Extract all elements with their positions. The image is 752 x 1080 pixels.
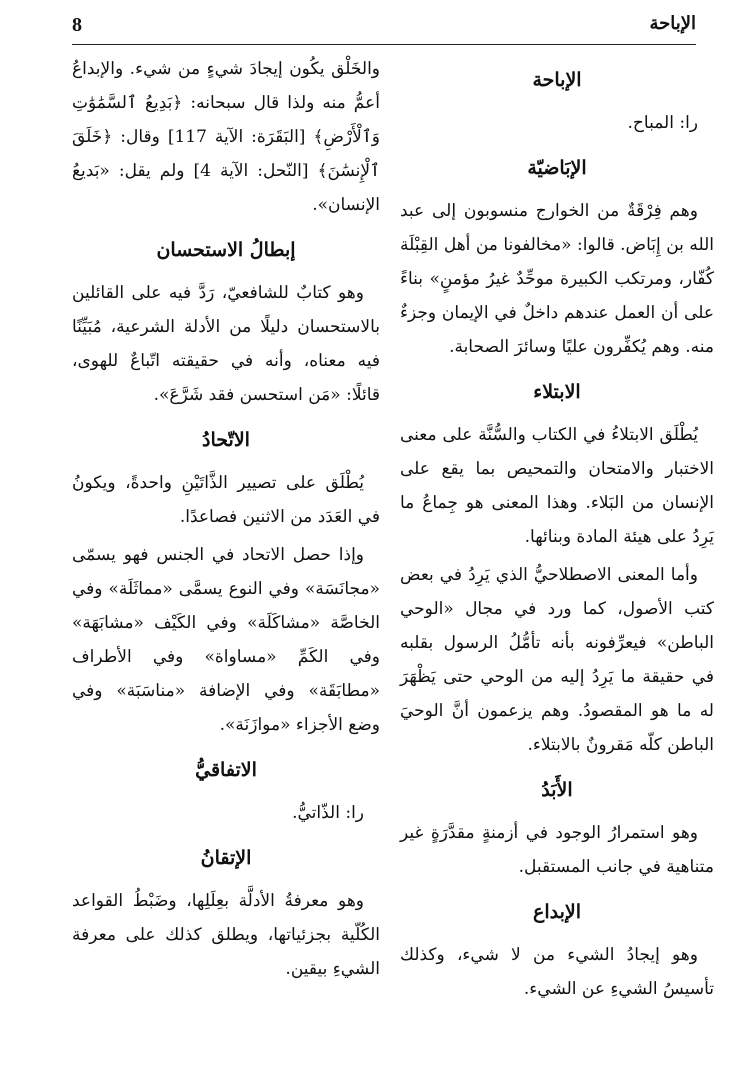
page-header	[72, 8, 696, 45]
entry-text: يُطْلَق الابتلاءُ في الكتاب والسُّنَّة على معنى الاختبار والامتحان والتمحيص بما يقع على الإنسان من البَلاء. وهذا المعنى هو جِماعُ ما يَرِدُ على هيئة المادة وبنائها.	[400, 425, 714, 547]
entry-heading: الإتقانُ	[200, 847, 252, 869]
entry-text: وهو كتابٌ للشافعيّ، رَدَّ فيه على القائلين بالاستحسان دليلًا من الأدلة الشرعية، مُبَيِّنًا فيه معناه، وأنه في حقيقته اتّباعٌ للهوى، قائلًا: «مَن استحسن فقد شَرَّعَ».	[72, 283, 380, 405]
entry-text: وهو استمرارُ الوجود في أزمنةٍ مقدَّرَةٍ غير متناهية في جانب المستقبل.	[400, 823, 714, 877]
entry-text: را: المباح.	[627, 113, 698, 133]
right-column	[400, 52, 714, 1010]
entry-heading: إبطالُ الاستحسان	[156, 239, 296, 261]
entry-text: را: الذّاتيُّ.	[292, 803, 364, 823]
entry-text: وهو إيجادُ الشيء من لا شيء، وكذلك تأسيسُ الشيءِ عن الشيء.	[400, 945, 714, 999]
entry-heading: الاتفاقيُّ	[195, 759, 257, 781]
entry-heading: الإبداع	[533, 901, 581, 923]
entry-heading: الأَبَدُ	[541, 779, 573, 801]
entry-heading: الاتّحادُ	[202, 429, 250, 451]
page-number: 8	[72, 14, 82, 36]
entry-text: وإذا حصل الاتحاد في الجنس فهو يسمّى «مجانَسَة» وفي النوع يسمَّى «مماثَلَة» وفي الخاصَّة «مشاكَلَة» وفي الكَيْف «مشابَهَة» وفي الكَمِّ «مساواة» وفي الأطراف «مطابَقَة» وفي الإضافة «مناسَبَة» وفي وضع الأجزاء «موازَنَة».	[72, 545, 380, 735]
running-title: الإباحة	[649, 13, 696, 34]
entry-text: وهم فِرْقَةٌ من الخوارج منسوبون إلى عبد الله بن إِبَاض. قالوا: «مخالفونا من أهل القِبْلَة كُفّار، ومرتكب الكبيرة موحِّدٌ غيرُ مؤمنٍ» بناءً على أن العمل عندهم داخلٌ في الإيمان وجزءٌ منه. وهم يُكفِّرون عليًا وسائرَ الصحابة.	[400, 201, 714, 357]
entry-text: وهو معرفةُ الأدلَّة بعِلَلِها، وضَبْطُ القواعد الكُلّية بجزئياتها، ويطلق كذلك على معرفة الشيءِ بيقين.	[72, 891, 380, 979]
entry-heading: الابتلاء	[533, 381, 581, 403]
entry-text: وأما المعنى الاصطلاحيُّ الذي يَرِدُ في بعض كتب الأصول، كما ورد في مجال «الوحي الباطن» فيعرِّفونه بأنه تأمُّلُ الرسول بقلبه في حقيقة ما يَرِدُ إليه من الوحي حتى يَظْهَرَ له ما هو المقصودُ. وهم يزعمون أنَّ الوحيَ الباطن كلّه مَقرونٌ بالابتلاء.	[400, 565, 714, 755]
entry-text: يُطْلَق على تصيير الذَّاتَيْنِ واحدةً، ويكونُ في العَدَد من الاثنين فصاعدًا.	[72, 473, 380, 527]
entry-text-continued: والخَلْق يكُون إيجادَ شيءٍ من شيء. والإبداعُ أعمُّ منه ولذا قال سبحانه: ﴿بَدِيعُ ٱلسَّمَٰوَٰتِ وَٱلْأَرْضِ﴾ [البَقَرَة: الآية 117] وقال: ﴿خَلَقَ ٱلْإِنسَٰنَ﴾ [النّحل: الآية 4] ولم يقل: «بَديعُ الإنسان».	[72, 59, 380, 215]
entry-heading: الإبَاضيّة	[527, 157, 587, 179]
left-column	[72, 52, 380, 990]
entry-heading: الإباحة	[532, 69, 582, 91]
